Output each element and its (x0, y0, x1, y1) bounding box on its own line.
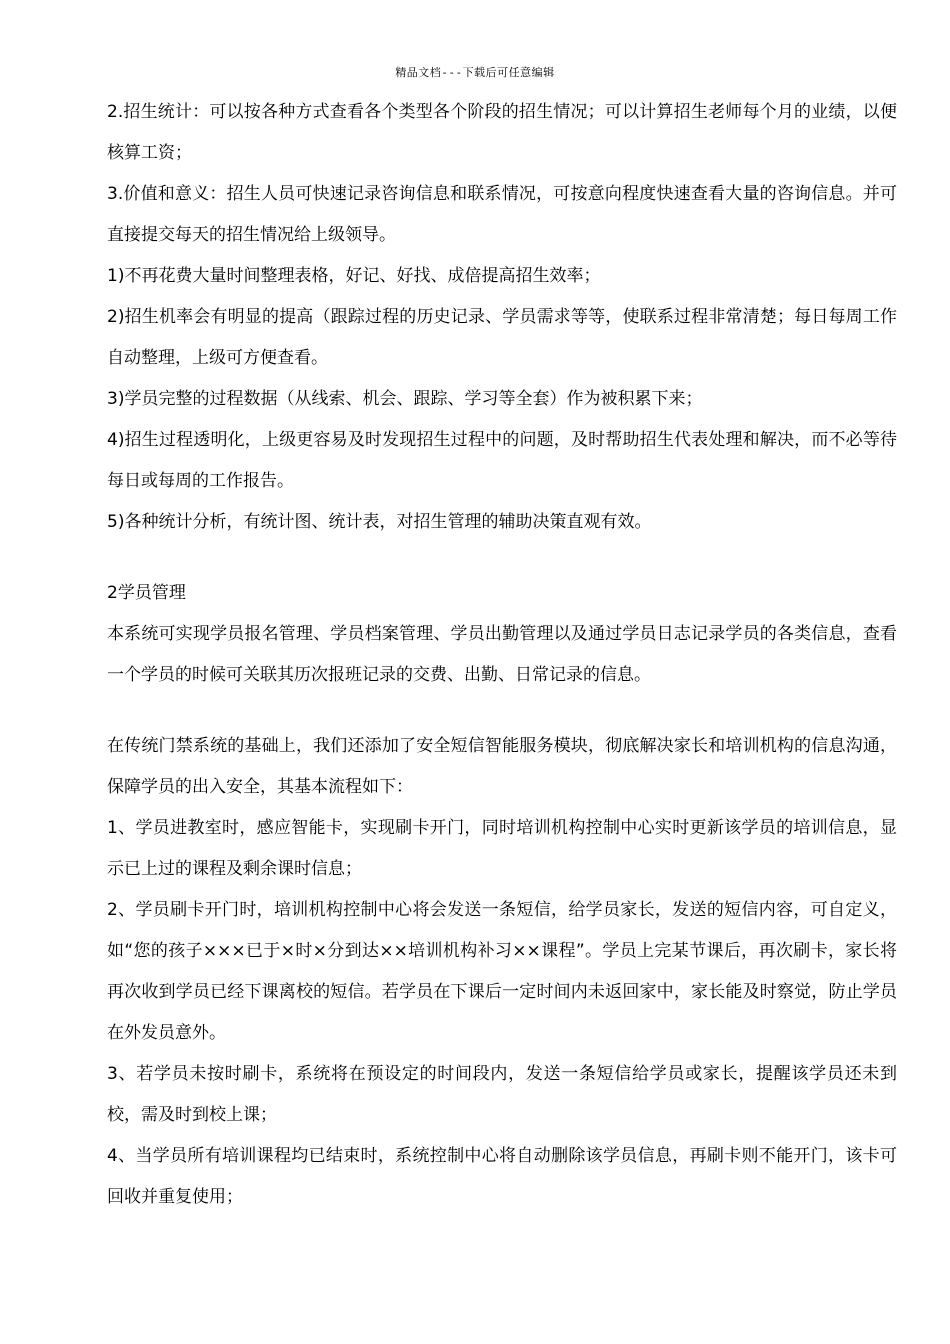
paragraph-step-1: 1、学员进教室时，感应智能卡，实现刷卡开门，同时培训机构控制中心实时更新该学员的培训信息，显示已上过的课程及剩余课时信息； (107, 818, 897, 879)
paragraph-step-2: 2、学员刷卡开门时，培训机构控制中心将会发送一条短信，给学员家长，发送的短信内容，可自定义，如“您的孩子×××已于×时×分到达××培训机构补习××课程”。学员上完某节课后，再次刷卡，家长将再次收到学员已经下课离校的短信。若学员在下课后一定时间内未返回家中，家长能及时察觉，防止学员在外发员意外。 (107, 900, 897, 1043)
paragraph-point-1: 1)不再花费大量时间整理表格，好记、好找、成倍提高招生效率； (107, 266, 601, 286)
paragraph-point-5: 5)各种统计分析，有统计图、统计表，对招生管理的辅助决策直观有效。 (107, 512, 652, 532)
paragraph-step-3: 3、若学员未按时刷卡，系统将在预设定的时间段内，发送一条短信给学员或家长，提醒该学员还未到校，需及时到校上课； (107, 1064, 897, 1125)
paragraph-step-4: 4、当学员所有培训课程均已结束时，系统控制中心将自动删除该学员信息，再刷卡则不能开门，该卡可回收并重复使用； (107, 1146, 897, 1207)
paragraph-point-2: 2)招生机率会有明显的提高（跟踪过程的历史记录、学员需求等等，使联系过程非常清楚；每日每周工作自动整理，上级可方便查看。 (107, 307, 897, 368)
paragraph-point-4: 4)招生过程透明化，上级更容易及时发现招生过程中的问题，及时帮助招生代表处理和解决，而不必等待每日或每周的工作报告。 (107, 430, 897, 491)
page-header: 精品文档---下载后可任意编辑 (395, 66, 555, 79)
paragraph-access-control-intro: 在传统门禁系统的基础上，我们还添加了安全短信智能服务模块，彻底解决家长和培训机构的信息沟通，保障学员的出入安全，其基本流程如下： (107, 736, 897, 797)
document-body (107, 92, 897, 1218)
section-heading-student-management: 2学员管理 (107, 583, 186, 603)
paragraph-enrollment-stats: 2.招生统计：可以按各种方式查看各个类型各个阶段的招生情况；可以计算招生老师每个月的业绩，以便核算工资； (107, 102, 897, 163)
spacer (107, 543, 897, 573)
paragraph-value-meaning: 3.价值和意义：招生人员可快速记录咨询信息和联系情况，可按意向程度快速查看大量的咨询信息。并可直接提交每天的招生情况给上级领导。 (107, 184, 897, 245)
paragraph-point-3: 3)学员完整的过程数据（从线索、机会、跟踪、学习等全套）作为被积累下来； (107, 389, 703, 409)
paragraph-system-overview: 本系统可实现学员报名管理、学员档案管理、学员出勤管理以及通过学员日志记录学员的各类信息，查看一个学员的时候可关联其历次报班记录的交费、出勤、日常记录的信息。 (107, 624, 897, 685)
spacer (107, 696, 897, 726)
